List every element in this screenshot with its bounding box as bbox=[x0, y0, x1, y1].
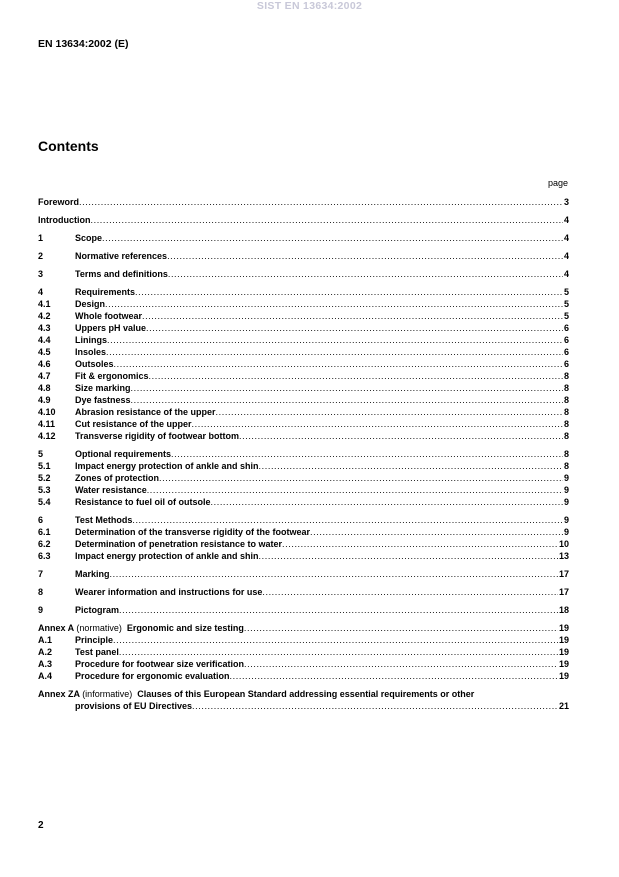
toc-entry[interactable]: A.1 Principle ..... 19 bbox=[38, 634, 569, 646]
toc-entry-introduction[interactable]: Introduction ..... 4 bbox=[38, 214, 569, 226]
toc-entry[interactable]: 5 Optional requirements ..... 8 bbox=[38, 448, 569, 460]
toc-entry[interactable]: 7 Marking ..... 17 bbox=[38, 568, 569, 580]
toc-entry[interactable]: 4.4 Linings ..... 6 bbox=[38, 334, 569, 346]
toc-entry[interactable]: 6.3 Impact energy protection of ankle and shin ..... 13 bbox=[38, 550, 569, 562]
toc-entry[interactable]: 4.6 Outsoles ..... 6 bbox=[38, 358, 569, 370]
toc-entry[interactable]: 4.7 Fit & ergonomics ..... 8 bbox=[38, 370, 569, 382]
toc-entry[interactable]: 4 Requirements ..... 5 bbox=[38, 286, 569, 298]
toc-entry[interactable]: 1 Scope ..... 4 bbox=[38, 232, 569, 244]
toc-entry[interactable]: 6.2 Determination of penetration resistance to water ..... 10 bbox=[38, 538, 569, 550]
toc-entry[interactable]: 4.5 Insoles ..... 6 bbox=[38, 346, 569, 358]
toc-entry[interactable]: 9 Pictogram ..... 18 bbox=[38, 604, 569, 616]
toc-entry[interactable]: 4.8 Size marking ..... 8 bbox=[38, 382, 569, 394]
toc-entry[interactable]: A.2 Test panel ..... 19 bbox=[38, 646, 569, 658]
toc-entry[interactable]: 5.2 Zones of protection ..... 9 bbox=[38, 472, 569, 484]
toc-entry[interactable]: A.3 Procedure for footwear size verification ..... 19 bbox=[38, 658, 569, 670]
watermark: SIST EN 13634:2002 bbox=[256, 0, 363, 12]
toc-entry[interactable]: 5.1 Impact energy protection of ankle and shin ..... 8 bbox=[38, 460, 569, 472]
toc-entry[interactable]: 4.10 Abrasion resistance of the upper ..... 8 bbox=[38, 406, 569, 418]
page-column-label: page bbox=[547, 178, 568, 188]
document-id: EN 13634:2002 (E) bbox=[38, 38, 129, 50]
toc-entry[interactable]: 4.1 Design ..... 5 bbox=[38, 298, 569, 310]
toc-entry-foreword[interactable]: Foreword ..... 3 bbox=[38, 196, 569, 208]
toc-entry[interactable]: A.4 Procedure for ergonomic evaluation ..... 19 bbox=[38, 670, 569, 682]
toc-entry[interactable]: 6 Test Methods ..... 9 bbox=[38, 514, 569, 526]
page-number: 2 bbox=[38, 820, 44, 831]
toc-entry[interactable]: 4.9 Dye fastness ..... 8 bbox=[38, 394, 569, 406]
toc-entry[interactable]: 6.1 Determination of the transverse rigidity of the footwear ..... 9 bbox=[38, 526, 569, 538]
toc-entry[interactable]: 5.3 Water resistance ..... 9 bbox=[38, 484, 569, 496]
page-title: Contents bbox=[38, 138, 99, 154]
toc-entry-annex-za[interactable]: Annex ZA (informative) Clauses of this European Standard addressing essential requirements or other bbox=[38, 689, 475, 699]
toc-entry[interactable]: 5.4 Resistance to fuel oil of outsole ..... 9 bbox=[38, 496, 569, 508]
toc-entry[interactable]: 3 Terms and definitions ..... 4 bbox=[38, 268, 569, 280]
toc-entry[interactable]: 4.11 Cut resistance of the upper ..... 8 bbox=[38, 418, 569, 430]
table-of-contents bbox=[38, 196, 569, 712]
toc-entry[interactable]: 4.2 Whole footwear ..... 5 bbox=[38, 310, 569, 322]
toc-entry[interactable]: 2 Normative references ..... 4 bbox=[38, 250, 569, 262]
toc-entry[interactable]: 4.3 Uppers pH value ..... 6 bbox=[38, 322, 569, 334]
toc-entry-annex-a[interactable]: Annex A (normative) Ergonomic and size testing ..... 19 bbox=[38, 622, 569, 634]
toc-entry-annex-za-continuation[interactable]: provisions of EU Directives ..... 21 bbox=[38, 700, 569, 712]
toc-entry[interactable]: 8 Wearer information and instructions for use ..... 17 bbox=[38, 586, 569, 598]
toc-entry[interactable]: 4.12 Transverse rigidity of footwear bottom ..... 8 bbox=[38, 430, 569, 442]
